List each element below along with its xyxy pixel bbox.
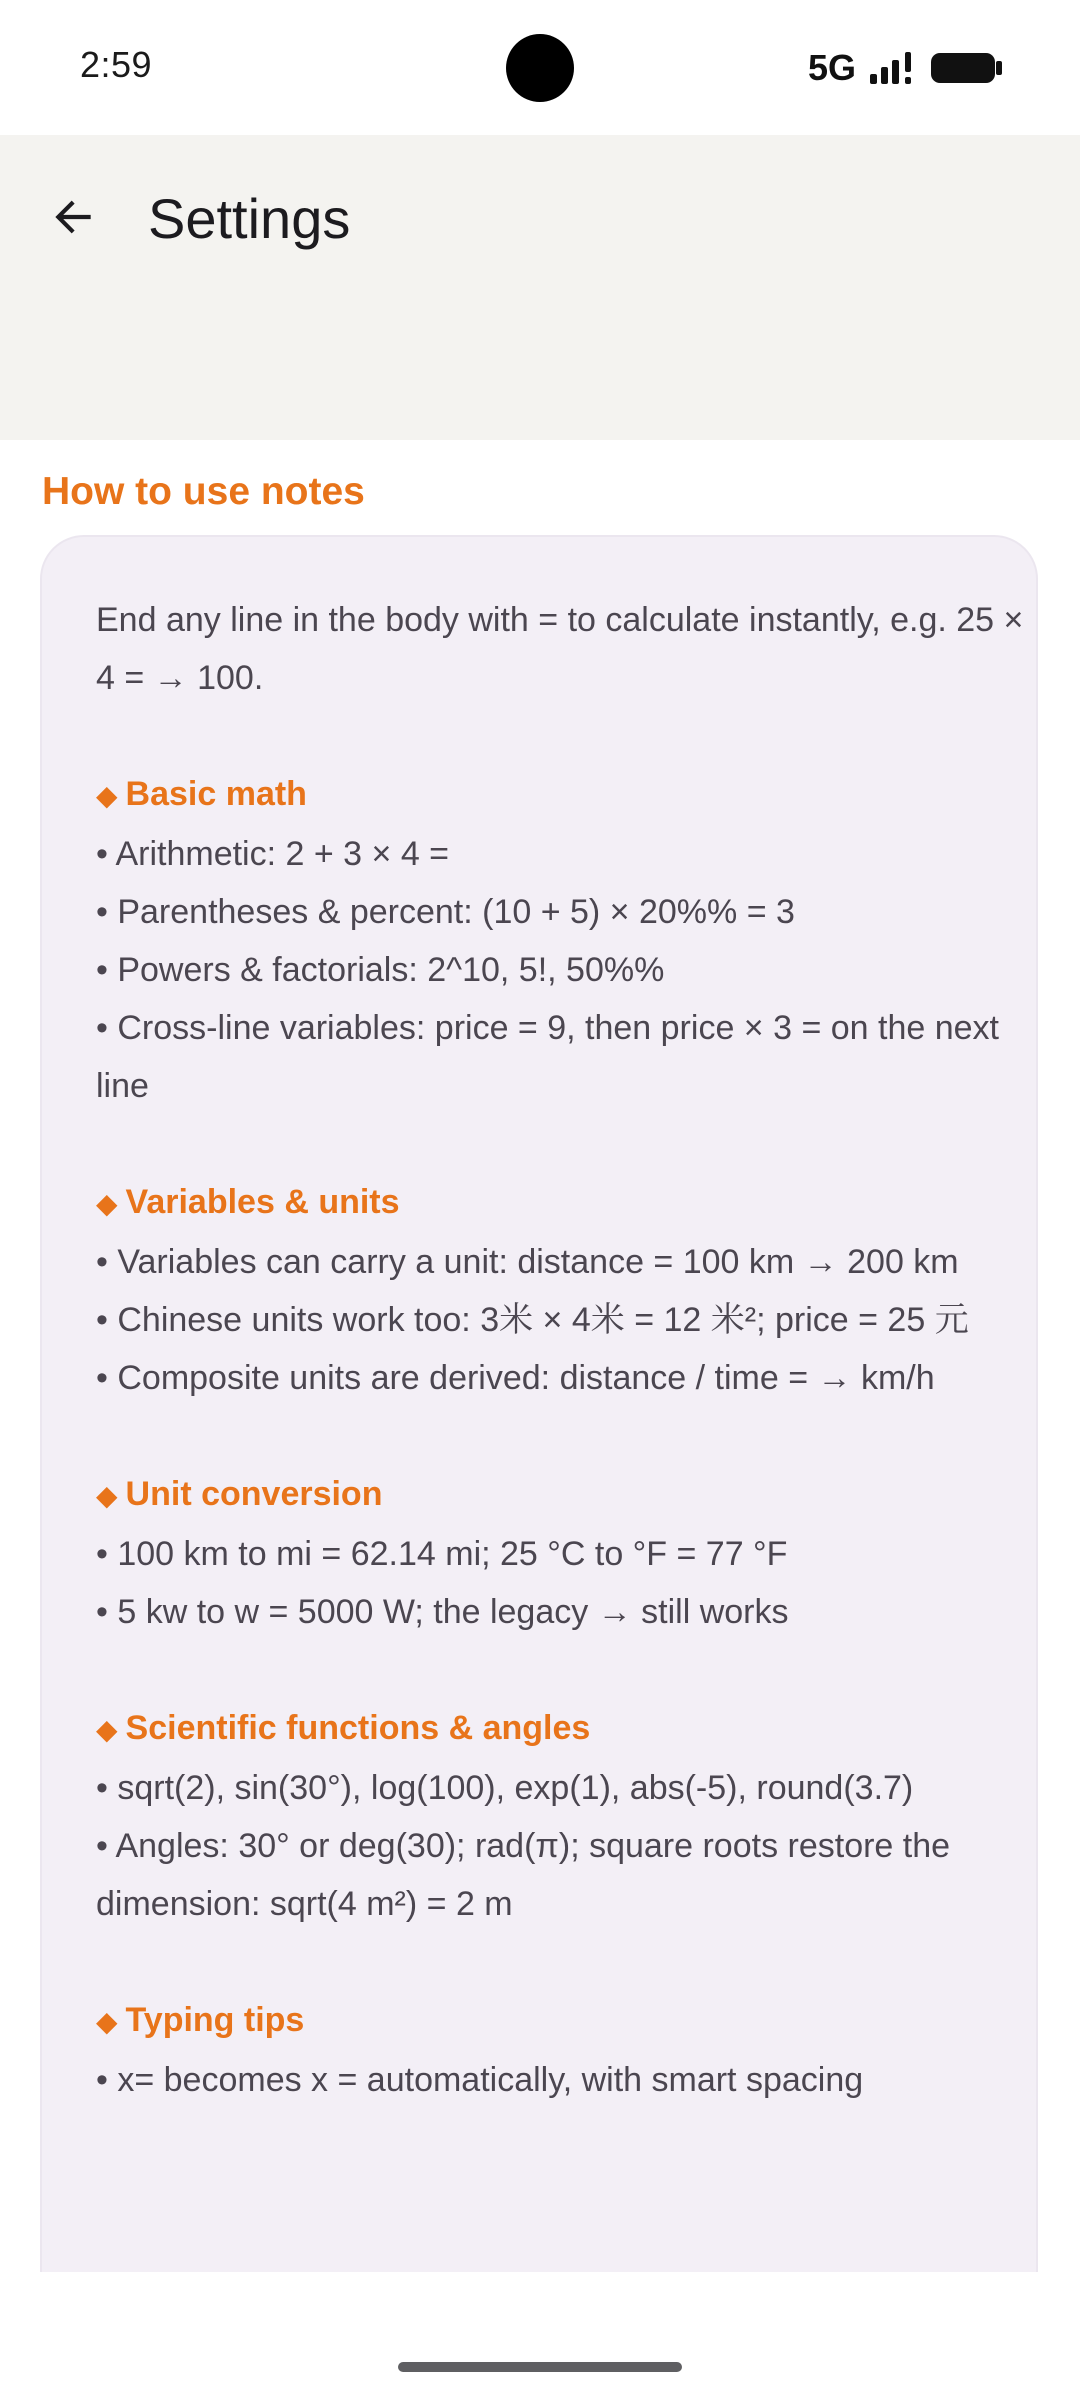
note-line: • Arithmetic: 2 + 3 × 4 = bbox=[96, 835, 450, 873]
heading-typing-tips: ◆ Typing tips bbox=[96, 2001, 305, 2039]
note-line: • x= becomes x = automatically, with smart spacing bbox=[96, 2061, 864, 2099]
heading-unit-conversion: ◆ Unit conversion bbox=[96, 1475, 383, 1513]
note-line: • sqrt(2), sin(30°), log(100), exp(1), abs(-5), round(3.7) bbox=[96, 1769, 914, 1807]
app-bar bbox=[0, 135, 1080, 440]
heading-scientific-functions: ◆ Scientific functions & angles bbox=[96, 1709, 591, 1747]
heading-variables-units: ◆ Variables & units bbox=[96, 1183, 400, 1221]
note-line: • Cross-line variables: price = 9, then price × 3 = on the next line bbox=[96, 1009, 999, 1105]
gesture-handle[interactable] bbox=[398, 2362, 682, 2372]
note-line: • Parentheses & percent: (10 + 5) × 20%% = 3 bbox=[96, 893, 795, 931]
status-bar bbox=[0, 0, 1080, 135]
diamond-bullet-icon: ◆ bbox=[96, 1714, 118, 1745]
diamond-bullet-icon: ◆ bbox=[96, 2006, 118, 2037]
network-type-label: 5G bbox=[807, 47, 856, 88]
note-line: • Powers & factorials: 2^10, 5!, 50%% bbox=[96, 951, 665, 989]
notes-help-card bbox=[40, 535, 1038, 2272]
note-line: • Angles: 30° or deg(30); rad(π); square roots restore the dimension: sqrt(4 m²) = 2 m bbox=[96, 1827, 951, 1923]
status-icons bbox=[808, 46, 1004, 90]
notes-intro: End any line in the body with = to calculate instantly, e.g. 25 × 4 = → 100. bbox=[96, 601, 1024, 697]
diamond-bullet-icon: ◆ bbox=[96, 1480, 118, 1511]
signal-icon bbox=[868, 50, 918, 86]
section-title-how-to-use-notes: How to use notes bbox=[42, 470, 365, 513]
diamond-bullet-icon: ◆ bbox=[96, 780, 118, 811]
arrow-back-icon bbox=[49, 192, 99, 242]
note-line: • 5 kw to w = 5000 W; the legacy → still works bbox=[96, 1593, 789, 1631]
back-button[interactable] bbox=[36, 179, 112, 255]
heading-basic-math: ◆ Basic math bbox=[96, 775, 307, 813]
notes-help-text bbox=[96, 591, 1026, 2109]
note-line: • Chinese units work too: 3米 × 4米 = 12 米²; price = 25 元 bbox=[96, 1301, 969, 1339]
navigation-bar bbox=[0, 2272, 1080, 2400]
note-line: • Variables can carry a unit: distance = 100 km → 200 km bbox=[96, 1243, 959, 1281]
note-line: • Composite units are derived: distance / time = → km/h bbox=[96, 1359, 935, 1397]
camera-cutout bbox=[506, 34, 574, 102]
status-time: 2:59 bbox=[80, 44, 153, 85]
settings-content[interactable] bbox=[0, 440, 1080, 2272]
note-line: • 100 km to mi = 62.14 mi; 25 °C to °F = 77 °F bbox=[96, 1535, 788, 1573]
diamond-bullet-icon: ◆ bbox=[96, 1188, 118, 1219]
page-title: Settings bbox=[148, 187, 351, 250]
battery-icon bbox=[930, 50, 1004, 86]
